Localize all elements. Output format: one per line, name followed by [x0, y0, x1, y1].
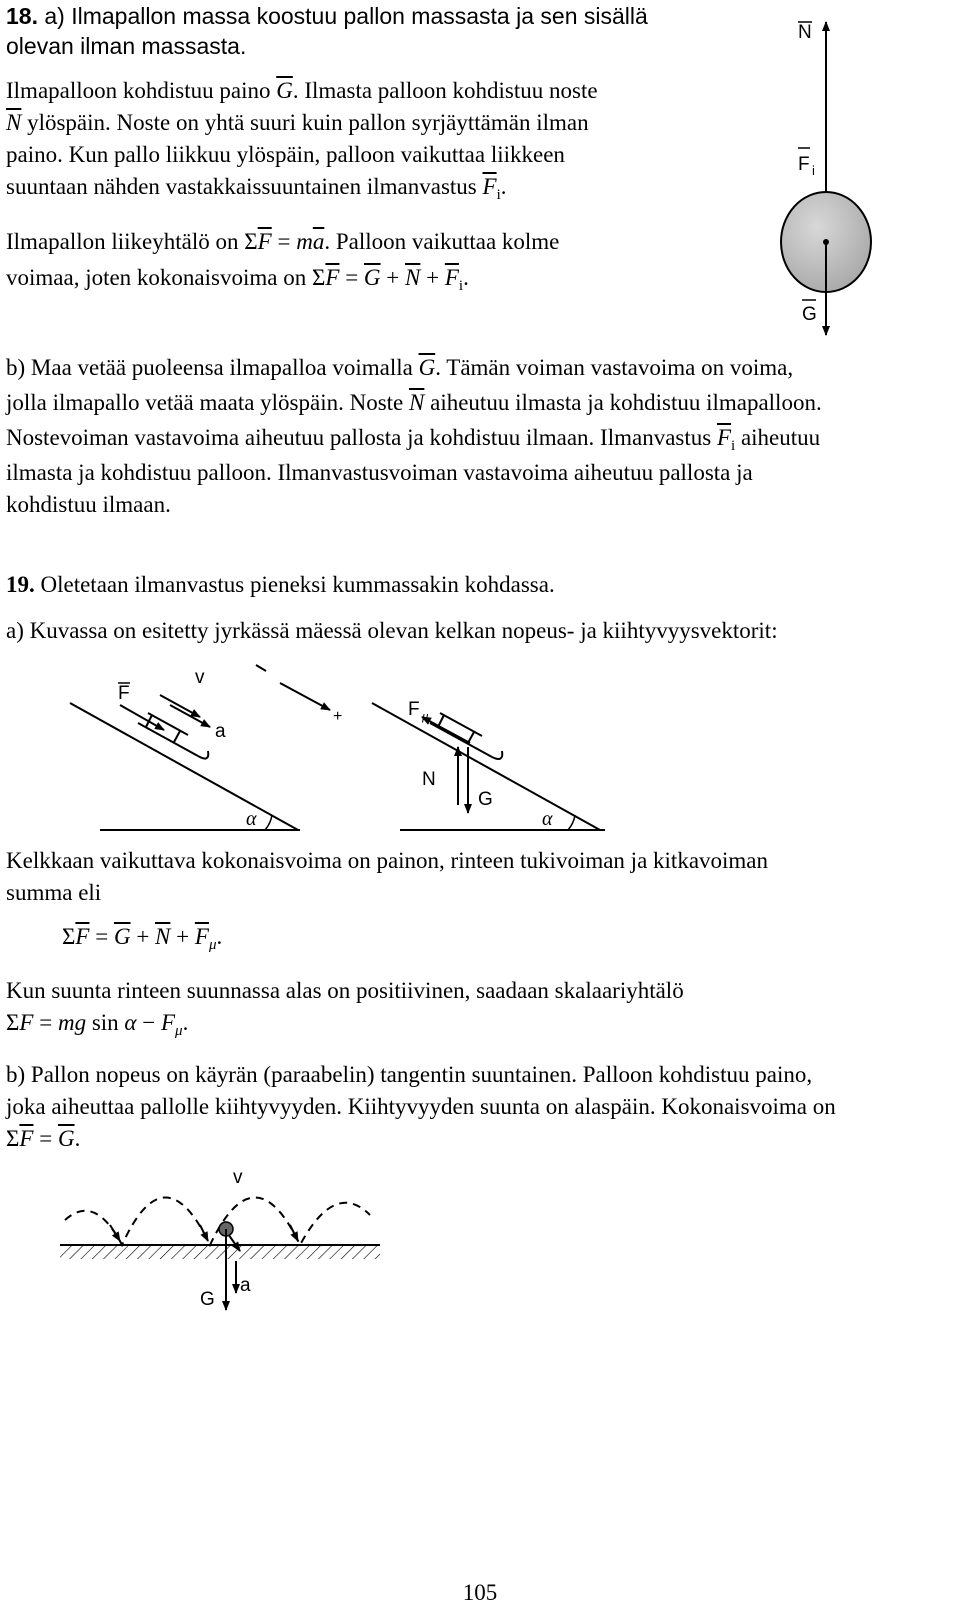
text-line: $\overline{N}$ ylöspäin. Noste on yhtä suuri kuin pallon syrjäyttämän ilman: [6, 110, 589, 135]
arrow-a: [170, 705, 210, 727]
label-v: v: [233, 1167, 243, 1188]
equation-line: Ilmapallon liikeyhtälö on $\Sigma\overline{F} = m\overline{a}$. Palloon vaikuttaa kolme: [6, 229, 560, 254]
label-g: G: [478, 789, 493, 810]
sled-slope-diagram: [60, 655, 620, 835]
problem-number: 19.: [6, 572, 35, 597]
label-mu: μ: [422, 708, 429, 723]
text-line: a) Kuvassa on esitetty jyrkässä mäessä olevan kelkan nopeus- ja kiihtyvyysvektorit:: [6, 618, 778, 643]
label-fmu: F: [408, 699, 420, 720]
equation-line: $\Sigma\overline{F} = \overline{G} + \overline{N} + \overline{F}_\mu$.: [62, 924, 223, 953]
angle-label: α: [246, 808, 257, 830]
text-line: kohdistuu ilmaan.: [6, 492, 171, 517]
text-line: Ilmapalloon kohdistuu paino $\overline{G}$. Ilmasta palloon kohdistuu noste: [6, 78, 598, 103]
text-line: summa eli: [6, 880, 102, 905]
label-a: a: [240, 1275, 251, 1296]
text-line: Nostevoiman vastavoima aiheutuu pallosta ja kohdistuu ilmaan. Ilmanvastus $\overline{F}_i$ aiheutuu: [6, 425, 821, 454]
equation-line: ΣF = mg $\sin \alpha - F_\mu$.: [6, 1010, 189, 1039]
plus-sign: +: [333, 708, 343, 725]
positive-direction-arrow: [280, 683, 330, 710]
label-v: v: [195, 667, 205, 688]
text-line: Kelkkaan vaikuttava kokonaisvoima on painon, rinteen tukivoiman ja kitkavoiman: [6, 848, 769, 873]
slope-right: [372, 703, 600, 830]
ground-hatch: [60, 1245, 380, 1259]
problem-18-line1: 18. a) Ilmapallon massa koostuu pallon massasta ja sen sisällä: [6, 3, 648, 29]
arrow-v: [160, 695, 200, 717]
text-line: jolla ilmapallo vetää maata ylöspäin. Noste $\overline{N}$ aiheutuu ilmasta ja kohdistuu ilmapalloon.: [6, 390, 822, 415]
page-number: 105: [462, 1580, 498, 1605]
label-f: F: [118, 683, 130, 704]
label-a: a: [215, 721, 226, 742]
text-line: b) Pallon nopeus on käyrän (paraabelin) tangentin suuntainen. Palloon kohdistuu paino,: [6, 1062, 813, 1087]
text-line: suuntaan nähden vastakkaissuuntainen ilmanvastus $\overline{F}_i$.: [6, 174, 507, 203]
label-fi-sub: i: [812, 163, 815, 178]
text-line: joka aiheuttaa pallolle kiihtyvyyden. Kiihtyvyyden suunta on alaspäin. Kokonaisvoima on: [6, 1094, 836, 1119]
angle-label: α: [542, 808, 553, 830]
balloon-force-diagram: [760, 10, 880, 340]
problem-19-intro: 19. Oletetaan ilmanvastus pieneksi kummassakin kohdassa.: [6, 572, 555, 597]
label-n: N: [422, 769, 436, 790]
slope-left: [70, 703, 298, 830]
trajectory: [65, 1198, 370, 1246]
problem-18-line2: olevan ilman massasta.: [6, 33, 247, 59]
text-line: ilmasta ja kohdistuu palloon. Ilmanvastusvoiman vastavoima aiheutuu pallosta ja: [6, 460, 753, 485]
sled-right: [430, 713, 502, 759]
text-line: paino. Kun pallo liikkuu ylöspäin, palloon vaikuttaa liikkeen: [6, 142, 565, 167]
text-line: b) Maa vetää puoleensa ilmapalloa voimalla $\overline{G}$. Tämän voiman vastavoima on voima,: [6, 355, 794, 380]
label-g: G: [802, 304, 817, 325]
problem-number: 18.: [6, 3, 38, 29]
equation-line: voimaa, joten kokonaisvoima on $\Sigma\overline{F} = \overline{G} + \overline{N} + \overline{F}_i$.: [6, 265, 469, 294]
text-line: Kun suunta rinteen suunnassa alas on positiivinen, saadaan skalaariyhtälö: [6, 978, 684, 1003]
bouncing-ball-diagram: [50, 1165, 390, 1315]
equation-line: $\Sigma\overline{F} = \overline{G}$.: [6, 1126, 81, 1151]
label-g: G: [200, 1289, 215, 1310]
label-n: N: [798, 22, 812, 43]
label-fi: F: [798, 154, 810, 175]
arrow-friction: [422, 717, 470, 743]
